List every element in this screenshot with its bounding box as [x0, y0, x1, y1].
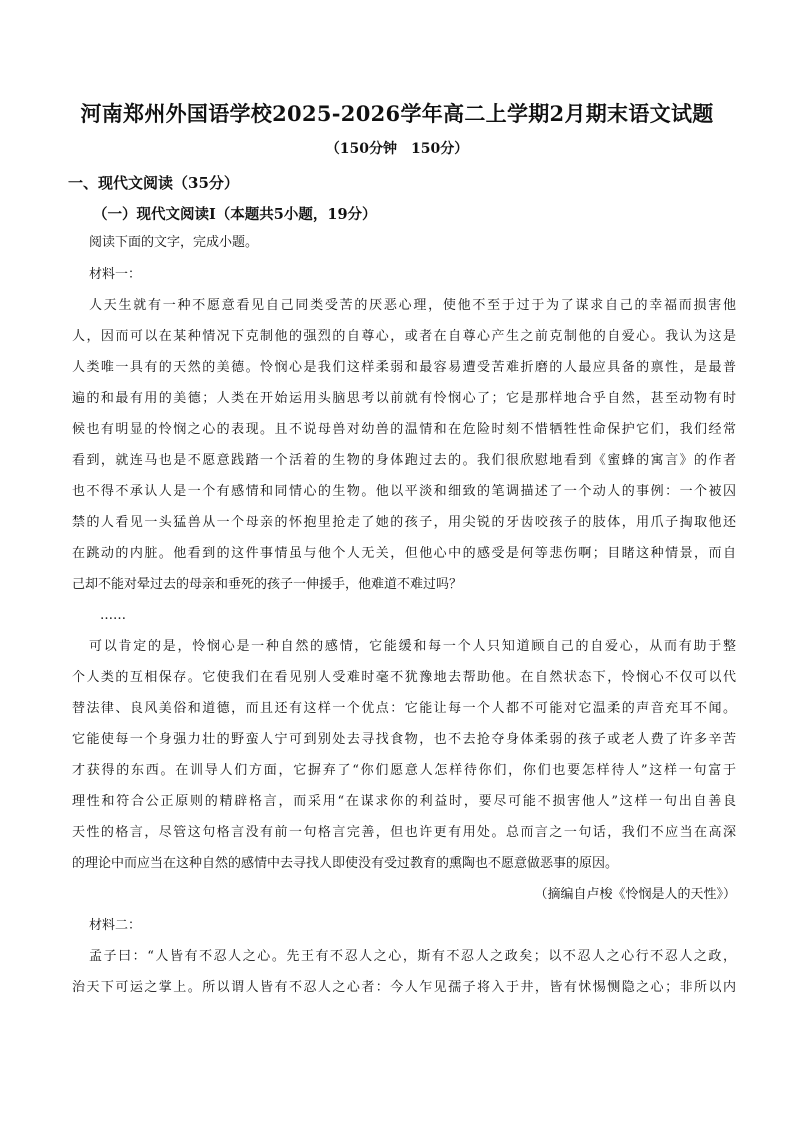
paragraph-line: 才获得的东西。在训导人们方面，它摒弃了“你们愿意人怎样待你们，你们也要怎样待人”这样一句富于 [72, 763, 736, 778]
ellipsis: …… [100, 608, 126, 623]
page-title: 河南郑州外国语学校2025-2026学年高二上学期2月期末语文试题 [80, 101, 714, 126]
paragraph-line: 看到，就连马也是不愿意践踏一个活着的生物的身体跑过去的。我们很欣慰地看到《蜜蜂的寓言》的作者 [72, 453, 736, 468]
paragraph-line: 候也有明显的怜悯之心的表现。且不说母兽对幼兽的温情和在危险时刻不惜牺牲性命保护它们，我们经常 [72, 422, 736, 437]
paragraph-line: 的理论中而应当在这种自然的感情中去寻找人即使没有受过教育的熏陶也不愿意做恶事的原因。 [72, 856, 619, 871]
paragraph-line: 在跳动的内脏。他看到的这件事情虽与他个人无关，但他心中的感受是何等悲伤啊；目睹这种情景，而自 [72, 546, 736, 561]
material-one-label: 材料一： [89, 267, 142, 282]
instruction-text: 阅读下面的文字，完成小题。 [89, 235, 259, 250]
paragraph-line: 理性和符合公正原则的精辟格言，而采用“在谋求你的利益时，要尽可能不损害他人”这样一句出自善良 [72, 794, 736, 809]
section-heading: 一、现代文阅读（35分） [68, 174, 239, 192]
material-two-label: 材料二： [89, 918, 142, 933]
subsection-heading: （一）现代文阅读Ⅰ（本题共5小题，19分） [93, 206, 377, 223]
paragraph-line: 天性的格言，尽管这句格言没有前一句格言完善，但也许更有用处。总而言之一句话，我们不应当在高深 [72, 825, 736, 840]
paragraph-line: 己却不能对晕过去的母亲和垂死的孩子一伸援手，他难道不难过吗？ [72, 577, 463, 592]
paragraph-line: 治天下可运之掌上。所以谓人皆有不忍人之心者：今人乍见孺子将入于井，皆有怵惕恻隐之心；非所以内 [72, 980, 736, 995]
paragraph-line: 人天生就有一种不愿意看见自己同类受苦的厌恶心理，使他不至于过于为了谋求自己的幸福而损害他 [89, 298, 736, 313]
paragraph-line: 可以肯定的是，怜悯心是一种自然的感情，它能缓和每一个人只知道顾自己的自爱心，从而有助于整 [89, 639, 736, 654]
paragraph-line: 它能使每一个身强力壮的野蛮人宁可到别处去寻找食物，也不去抢夺身体柔弱的孩子或老人费了许多辛苦 [72, 732, 736, 747]
paragraph-line: 也不得不承认人是一个有感情和同情心的生物。他以平淡和细致的笔调描述了一个动人的事例：一个被囚 [72, 484, 736, 499]
exam-time-score: （150分钟 150分） [325, 141, 469, 157]
paragraph-line: 孟子曰：“人皆有不忍人之心。先王有不忍人之心，斯有不忍人之政矣；以不忍人之心行不忍人之政， [89, 949, 736, 964]
paragraph-line: 遍的和最有用的美德；人类在开始运用头脑思考以前就有怜悯心了；它是那样地合乎自然，甚至动物有时 [72, 391, 736, 406]
paragraph-line: 禁的人看见一头猛兽从一个母亲的怀抱里抢走了她的孩子，用尖锐的牙齿咬孩子的肢体，用爪子掏取他还 [72, 515, 736, 530]
paragraph-line: 人类唯一具有的天然的美德。怜悯心是我们这样柔弱和最容易遭受苦难折磨的人最应具备的禀性，是最普 [72, 360, 736, 375]
paragraph-line: 个人类的互相保存。它使我们在看见别人受难时毫不犹豫地去帮助他。在自然状态下，怜悯心不仅可以代 [72, 670, 736, 685]
source-citation: （摘编自卢梭《怜悯是人的天性》） [534, 887, 736, 902]
paragraph-line: 替法律、良风美俗和道德，而且还有这样一个优点：它能让每一个人都不可能对它温柔的声音充耳不闻。 [72, 701, 736, 716]
paragraph-line: 人，因而可以在某种情况下克制他的强烈的自尊心，或者在自尊心产生之前克制他的自爱心。我认为这是 [72, 329, 736, 344]
